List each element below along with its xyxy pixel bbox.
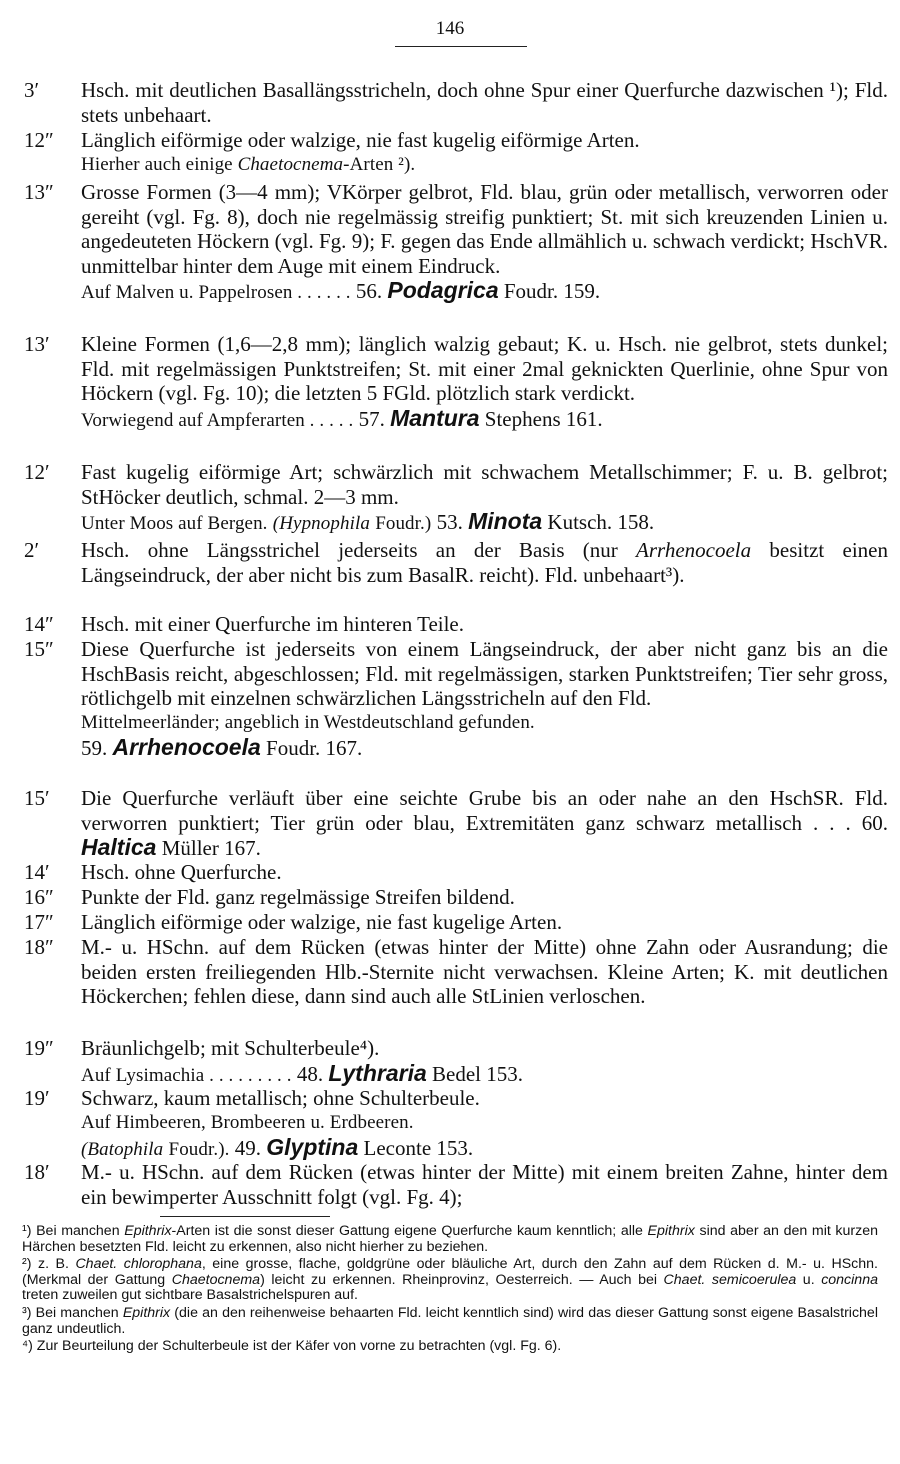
footnote (22, 1306, 878, 1337)
entry-text: Bräunlichgelb; mit Schulterbeule⁴). (81, 1036, 380, 1060)
footnote-italic: Chaet. chlorophana (75, 1256, 202, 1273)
text-pre: Hsch. ohne Längsstrichel jederseits an der Basis (nur (81, 538, 637, 562)
leader-dots: . . . (813, 810, 851, 835)
genus-name: Arrhenocoela (112, 734, 261, 761)
entry-text: Hsch. ohne Querfurche. (81, 860, 282, 884)
entry-taxon-line (81, 1061, 888, 1089)
footnote (22, 1257, 878, 1304)
couplet-number: 14″ (24, 612, 54, 636)
couplet-number: 3′ (24, 78, 40, 102)
genus-author: Foudr. 159. (503, 279, 601, 304)
text-post: besitzt einen Längseindruck, der aber nicht bis zum BasalR. reicht). Fld. unbehaart³). (81, 538, 888, 587)
key-entry (24, 78, 888, 127)
genus-author: Bedel 153. (432, 1061, 524, 1086)
key-entry (24, 538, 888, 587)
key-entry (24, 885, 888, 910)
entry-text: Kleine Formen (1,6—2,8 mm); länglich walzig gebaut; K. u. Hsch. nie gelbrot, stets dunkel; Fld. mit regelmässigen Punktstreifen; St. mit einer 2mal geknickten Querlinie, ohne Spur von Höckern (vgl. Fg. 10); die letzten 5 FGld. plötzlich stark verdickt. (81, 332, 888, 406)
footnote-text: , eine grosse, flache, goldgrüne oder bläuliche Art, durch den Zahn auf dem Rücken d. M.- u. HSchn. (Merkmal der Gattung (22, 1256, 878, 1288)
entry-text: Hsch. mit deutlichen Basallängsstricheln, doch ohne Spur einer Querfurche dazwischen ¹); Fld. stets unbehaart. (81, 78, 888, 127)
couplet-number: 12′ (24, 460, 50, 484)
key-entry (24, 860, 888, 885)
key-entry (24, 935, 888, 1009)
footnote-text: ) leicht zu erkennen. Rheinprovinz, Oesterreich. — Auch bei (260, 1271, 664, 1288)
genus-index: 59. (81, 736, 108, 761)
genus-name: Minota (468, 508, 543, 535)
genus-name: Mantura (390, 404, 480, 431)
entry-taxon-line (81, 735, 888, 761)
footnote-rule (160, 1216, 330, 1217)
key-entry (24, 1160, 888, 1209)
entry-text: Fast kugelig eiförmige Art; schwärzlich mit schwachem Metallschimmer; F. u. B. gelbrot; StHöcker deutlich, schmal. 2—3 mm. (81, 460, 888, 509)
footnote-italic: Epithrix (122, 1304, 171, 1321)
entry-taxon-line (81, 1135, 888, 1163)
synonym-author: Foudr.) (375, 513, 432, 535)
text-body: Die Querfurche verläuft über eine seichte Grube bis an oder nahe an den HschSR. Fld. verworren punktiert; Tier grün oder blau, Extremitäten ganz schwarz metallisch (81, 786, 888, 835)
key-entry (24, 910, 888, 935)
key-entry (24, 180, 888, 306)
footnote-number: ⁴) (22, 1338, 33, 1355)
entry-text: M.- u. HSchn. auf dem Rücken (etwas hinter der Mitte) ohne Zahn oder Ausrandung; die beiden ersten freiliegenden Hlb.-Sternite nicht verwachsen. Kleine Arten; K. mit deutlichen Höckerchen; fehlen diese, dann sind auch alle StLinien verloschen. (81, 935, 888, 1009)
genus-author: Stephens 161. (484, 406, 603, 431)
page-number: 146 (435, 18, 465, 39)
locality: Auf Malven u. Pappelrosen . . . . . . (81, 282, 351, 304)
entry-text: Länglich eiförmige oder walzige, nie fast kugelig eiförmige Arten. (81, 128, 640, 152)
couplet-number: 13′ (24, 332, 50, 356)
entry-text: M.- u. HSchn. auf dem Rücken (etwas hinter der Mitte) mit einem breiten Zahne, hinter dem ein bewimperter Ausschnitt folgt (vgl. Fg. 4); (81, 1160, 888, 1209)
key-entry (24, 637, 888, 761)
key-entry (24, 128, 888, 177)
entry-taxon-line (81, 509, 888, 537)
entry-text: Punkte der Fld. ganz regelmässige Streifen bildend. (81, 885, 515, 909)
entry-text: Diese Querfurche ist jederseits von einem Längseindruck, der aber nicht ganz bis an die HschBasis reicht, abgeschlossen; Fld. mit regelmässigen, starken Punktstreifen; Tier sehr gross, rötlichgelb mit einzelnen schwärzlichen Längsstricheln auf den Fld. (81, 637, 888, 711)
couplet-number: 14′ (24, 860, 50, 884)
genus-index: 48. (296, 1061, 324, 1086)
genus-italic: Chaetocnema (237, 153, 344, 175)
couplet-number: 13″ (24, 180, 54, 204)
genus-index: 49. (234, 1136, 262, 1161)
couplet-number: 19″ (24, 1036, 54, 1060)
key-entry (24, 460, 888, 537)
footnote-text: Zur Beurteilung der Schulterbeule ist der Käfer von vorne zu betrachten (vgl. Fg. 6). (36, 1338, 562, 1355)
footnote-number: ¹) (22, 1223, 32, 1239)
couplet-number: 12″ (24, 128, 54, 152)
header-rule (395, 46, 527, 47)
couplet-number: 18″ (24, 935, 54, 959)
footnotes (22, 1224, 878, 1357)
footnote-text: u. (796, 1271, 822, 1288)
genus-author: Kutsch. 158. (547, 510, 655, 535)
genus-index: 56. (355, 279, 383, 304)
genus-index: 57. (358, 406, 385, 431)
couplet-number: 15″ (24, 637, 54, 661)
footnote-italic: Epithrix (124, 1223, 172, 1239)
synonym-author: Foudr.). (168, 1139, 230, 1161)
genus-index: 60. (861, 810, 888, 835)
entry-text (81, 538, 888, 587)
locality: Auf Himbeeren, Brombeeren u. Erdbeeren. (81, 1111, 414, 1133)
genus-name: Haltica (81, 834, 157, 861)
entry-text: Hsch. mit einer Querfurche im hinteren Teile. (81, 612, 465, 636)
couplet-number: 16″ (24, 885, 54, 909)
synonym-italic: (Batophila (81, 1139, 164, 1161)
footnote-text: Bei manchen (36, 1223, 125, 1239)
couplet-number: 18′ (24, 1160, 50, 1184)
footnote-text: z. B. (37, 1256, 76, 1273)
couplet-number: 2′ (24, 538, 40, 562)
entry-text (81, 786, 888, 861)
key-entry (24, 612, 888, 637)
key-entry (24, 1086, 888, 1163)
footnote-italic: Epithrix (647, 1223, 695, 1239)
footnote-italic: Chaet. semicoerulea (663, 1271, 797, 1288)
genus-author: Müller 167. (161, 836, 261, 861)
genus-author: Leconte 153. (363, 1136, 474, 1161)
genus-name: Podagrica (387, 277, 499, 304)
genus-name: Glyptina (266, 1134, 359, 1161)
locality: Mittelmeerländer; angeblich in Westdeutschland gefunden. (81, 711, 535, 733)
key-entry (24, 786, 888, 861)
note-post: -Arten ²). (343, 153, 416, 175)
genus-index: 53. (436, 510, 463, 535)
footnote-text: sind aber an den mit kurzen Härchen besetzten Fld. leicht zu erkennen, also nicht hierher zu beziehen. (22, 1223, 879, 1255)
locality: Auf Lysimachia . . . . . . . . . (81, 1064, 292, 1086)
footnote (22, 1339, 878, 1355)
genus-name: Lythraria (328, 1059, 427, 1086)
entry-taxon-line (81, 406, 888, 434)
locality: Vorwiegend auf Ampferarten . . . . . (81, 409, 354, 431)
footnote (22, 1224, 878, 1255)
entry-note (81, 153, 888, 178)
key-entry (24, 1036, 888, 1088)
footnote-italic: Chaetocnema (171, 1271, 261, 1288)
couplet-number: 17″ (24, 910, 54, 934)
locality: Unter Moos auf Bergen. (81, 513, 268, 535)
footnote-number: ³) (22, 1304, 32, 1321)
entry-text: Schwarz, kaum metallisch; ohne Schulterbeule. (81, 1086, 480, 1110)
key-entry (24, 332, 888, 433)
footnote-text: treten zuweilen gut sichtbare Basalstrichelspuren auf. (22, 1287, 358, 1304)
footnote-italic: concinna (821, 1271, 878, 1288)
couplet-number: 19′ (24, 1086, 50, 1110)
footnote-number: ²) (22, 1256, 32, 1273)
note-pre: Hierher auch einige (81, 153, 238, 175)
genus-author: Foudr. 167. (266, 736, 363, 761)
entry-text: Länglich eiförmige oder walzige, nie fast kugelige Arten. (81, 910, 563, 934)
footnote-text: (die an den reihenweise behaarten Fld. leicht kenntlich sind) wird das dieser Gattung sonst eigene Basalstrichel ganz undeutlich. (22, 1304, 878, 1337)
entry-text: Grosse Formen (3—4 mm); VKörper gelbrot, Fld. blau, grün oder metallisch, verworren oder gereiht (vgl. Fg. 8), doch nie regelmässig streifig punktiert; St. mit sich kreuzenden Linien u. angedeuteten Höckern (vgl. Fg. 9); F. gegen das Ende allmählich u. schwach verdickt; HschVR. unmittelbar hinter dem Auge mit einem Eindruck. (81, 180, 888, 278)
couplet-number: 15′ (24, 786, 50, 810)
genus-italic: Arrhenocoela (636, 538, 752, 562)
footnote-text: -Arten ist die sonst dieser Gattung eigene Querfurche kaum kenntlich; alle (171, 1223, 648, 1239)
footnote-text: Bei manchen (35, 1304, 123, 1321)
synonym-italic: (Hypnophila (272, 513, 370, 535)
entry-taxon-line (81, 278, 888, 306)
